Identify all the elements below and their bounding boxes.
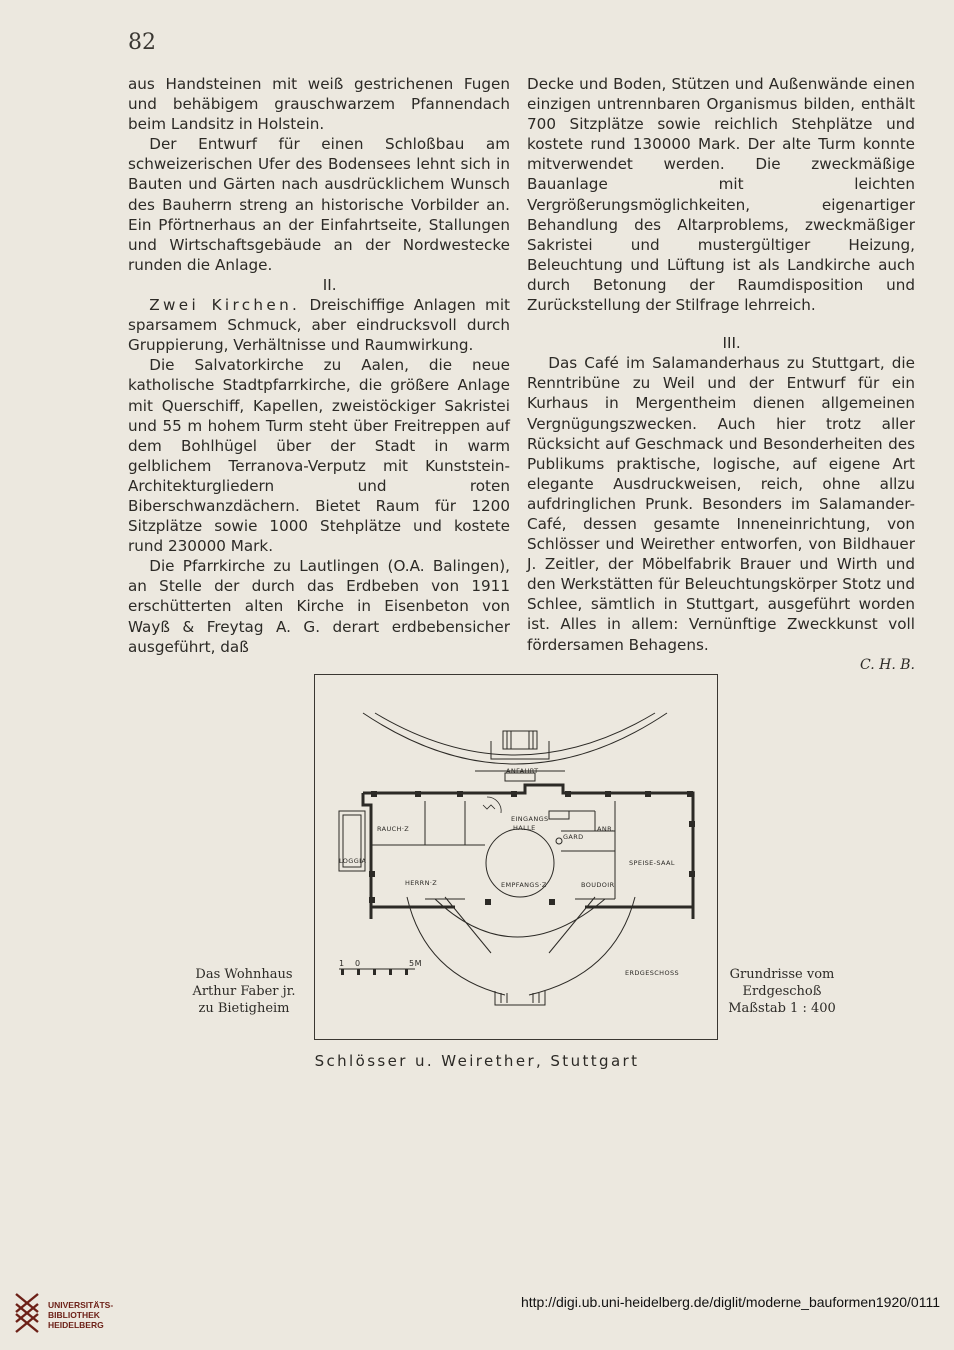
label-loggia: LOGGIA (339, 857, 367, 865)
library-name-line: BIBLIOTHEK (48, 1310, 100, 1320)
label-eingangshalle-2: HALLE (513, 824, 536, 832)
label-herrenzimmer: HERRN·Z (405, 879, 438, 887)
caption-line: Maßstab 1 : 400 (728, 1001, 836, 1016)
signature: C. H. B. (860, 656, 915, 673)
label-speisesaal: SPEISE-SAAL (629, 859, 675, 867)
caption-right (728, 966, 836, 1017)
paragraph (128, 295, 510, 355)
label-anfahrt: ANFAHRT (506, 767, 539, 775)
right-column (527, 74, 915, 675)
left-column (128, 74, 510, 657)
heading-spaced: Zwei Kirchen. (149, 296, 301, 315)
paragraph: Decke und Boden, Stützen und Außenwände einen einzigen untrennbaren Organismus bilden, enthält 700 Sitzplätze sowie reichlich Stehplätze und kostete rund 130000 Mark. Der alte Turm konnte mitverwendet werden. Die zweckmäßige Bauanlage mit leichten Vergrößerungsmöglichkeiten, eigenartiger Behandlung des Altarproblems, zweckmäßiger Sakristei und mustergültiger Heizung, Beleuchtung und Lüftung ist als Landkirche auch durch Betonung der Raumdisposition und Zurückstellung der Stilfrage lehrreich. (527, 75, 915, 315)
label-anrichte: ANR. (597, 825, 615, 833)
caption-line: Das Wohnhaus (195, 967, 293, 982)
section-number: II. (322, 275, 337, 294)
paragraph: Die Pfarrkirche zu Lautlingen (O.A. Balingen), an Stelle der durch das Erdbeben von 1911 erschütterten alten Kirche in Eisenbeton von Wayß & Freytag A. G. derart erdbebensicher ausgeführt, daß (128, 557, 510, 656)
label-eingangshalle-1: EINGANGS- (511, 815, 552, 823)
paragraph: Die Salvatorkirche zu Aalen, die neue katholische Stadtpfarrkirche, die größere Anlage mit Querschiff, Kapellen, zweistöckiger Sakristei und 55 m hohem Turm steht über Freitreppen auf dem Bohlhügel über der Stadt in warm gelblichem Terranova-Verputz mit Kunststein-Architekturgliedern und roten Biberschwanzdächern. Bietet Raum für 1200 Sitzplätze sowie 1000 Stehplätze und kostete rund 230000 Mark. (128, 356, 510, 556)
floor-plan-drawing (315, 675, 717, 1039)
paragraph: Der Entwurf für einen Schloßbau am schweizerischen Ufer des Bodensees lehnt sich in Bauten und Gärten nach ausdrücklichem Wunsch des Bauherrn streng an historische Vorbilder an. Ein Pförtnerhaus an der Einfahrtseite, Stallungen und Wirtschaftsgebäude an der Nordwestecke runden die Anlage. (128, 135, 510, 274)
caption-line: Erdgeschoß (742, 984, 822, 999)
caption-line: Arthur Faber jr. (192, 984, 296, 999)
caption-line: zu Bietigheim (198, 1001, 290, 1016)
section-number: III. (722, 334, 741, 353)
label-rauchzimmer: RAUCH·Z (377, 825, 410, 833)
label-erdgeschoss: ERDGESCHOSS (625, 969, 679, 977)
floor-plan (314, 674, 718, 1040)
label-empfangszimmer: EMPFANGS·Z (501, 881, 547, 889)
library-name-line: UNIVERSITÄTS- (48, 1300, 114, 1310)
caption-left (190, 966, 298, 1017)
paragraph: Das Café im Salamanderhaus zu Stuttgart, die Renntribüne zu Weil und der Entwurf für ein Kurhaus in Mergentheim dienen allgemeinen Vergnügungszwecken. Auch hier trotz aller Rücksicht auf Geschmack und Besonderheiten des Publikums praktische, logische, auf eigene Art elegante Ausdruckweisen, reich, ohne allzu aufdringlichen Prunk. Besonders im Salamander-Café, dessen gesamte Inneneinrichtung, von Schlösser und Weirether entworfen, von Bildhauer J. Zeitler, der Möbelfabrik Brauer und Wirth und den Werkstätten für Beleuchtungskörper Stotz und Schlee, sämtlich in Stuttgart, ausgeführt worden ist. Alles in allem: Vernünftige Zweckkunst voll fördersamen Behagens. (527, 354, 915, 654)
scale-label-0: 0 (355, 959, 361, 968)
label-garderobe: GARD (563, 833, 584, 841)
paragraph-text: Dreischiffige Anlagen mit sparsamem Schmuck, aber eindrucksvoll durch Gruppierung, Verhältnisse und Raumwirkung. (128, 296, 510, 355)
caption-line: Grundrisse vom (729, 967, 835, 982)
scale-label-5m: 5M (409, 959, 422, 968)
label-boudoir: BOUDOIR (581, 881, 615, 889)
library-name (48, 1300, 113, 1330)
figure-caption: Schlösser u. Weirether, Stuttgart (314, 1052, 640, 1070)
source-url[interactable]: http://digi.ub.uni-heidelberg.de/diglit/moderne_bauformen1920/0111 (520, 1294, 940, 1310)
page-number: 82 (128, 30, 156, 55)
paragraph: aus Handsteinen mit weiß gestrichenen Fugen und behäbigem grauschwarzem Pfannendach beim Landsitz in Holstein. (128, 75, 510, 134)
scale-label-1: 1 (339, 959, 345, 968)
library-name-line: HEIDELBERG (48, 1320, 104, 1330)
library-logo-icon (14, 1292, 40, 1334)
